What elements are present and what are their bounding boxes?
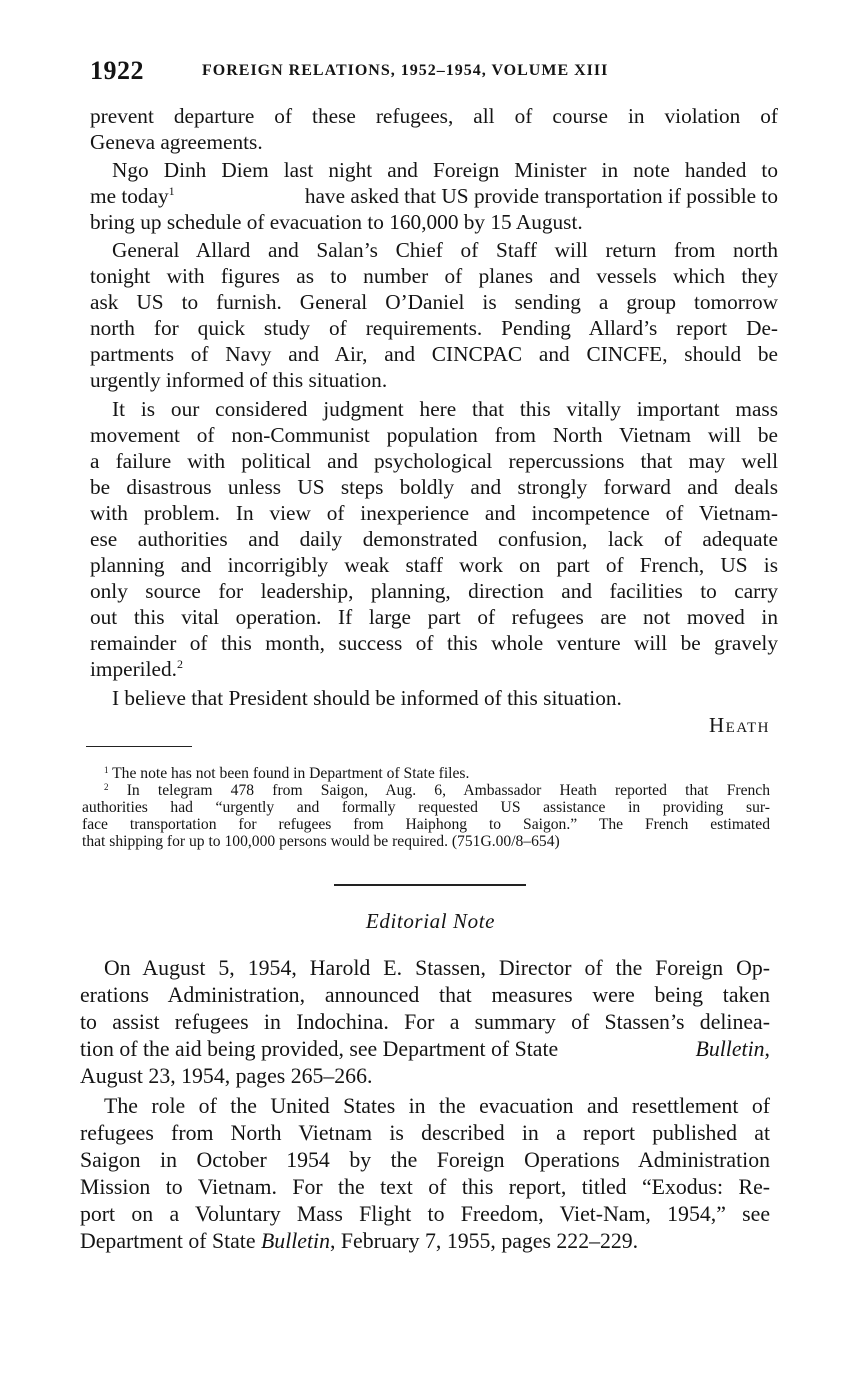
text-line: Ngo Dinh Diem last night and Foreign Minister in note handed to (112, 158, 778, 182)
text-line: partments of Navy and Air, and CINCPAC and CINCFE, should be (90, 342, 778, 366)
text-line: Mission to Vietnam. For the text of this report, titled “Exodus: Re- (80, 1175, 770, 1199)
text-line: urgently informed of this situation. (90, 368, 388, 392)
footnote-ref-2: 2 (176, 657, 183, 671)
text-line-with-italic (80, 1228, 638, 1255)
text-line-with-italic (80, 1036, 770, 1063)
text-line: refugees from North Vietnam is described in a report published at (80, 1121, 770, 1145)
section-divider (334, 884, 526, 886)
footnote-2-line: that shipping for up to 100,000 persons would be required. (751G.00/8–654) (82, 833, 560, 850)
signature: Heath (709, 713, 770, 737)
footnote-2-line (104, 782, 770, 799)
text-line-with-footnote (90, 183, 778, 209)
text-line: It is our considered judgment here that this vitally important mass (112, 397, 778, 421)
text-line: north for quick study of requirements. Pending Allard’s report De- (90, 316, 778, 340)
text-line: Saigon in October 1954 by the Foreign Operations Administration (80, 1148, 770, 1172)
page-number: 1922 (90, 56, 144, 85)
footnote-text: In telegram 478 from Saigon, Aug. 6, Ambassador Heath reported that French (126, 782, 771, 799)
publication-title: Bulletin (695, 1037, 765, 1061)
editorial-note-title: Editorial Note (365, 909, 496, 933)
footnote-1 (104, 765, 469, 782)
text-line: only source for leadership, planning, direction and facilities to carry (90, 579, 778, 603)
text-line-with-footnote (90, 656, 183, 682)
text-line: Geneva agreements. (90, 130, 263, 154)
text-line: I believe that President should be informed of this situation. (112, 686, 622, 710)
footnote-text: The note has not been found in Department of State files. (112, 765, 470, 782)
text-line: a failure with political and psychological repercussions that may well (90, 449, 778, 473)
text-line: with problem. In view of inexperience and incompetence of Vietnam- (90, 501, 778, 525)
text-fragment: Department of State (80, 1229, 261, 1253)
text-fragment: me today$^1$ (90, 184, 175, 208)
footnote-2-line: authorities had “urgently and formally requested US assistance in providing sur- (82, 799, 770, 816)
text-line: ask US to furnish. General O’Daniel is sending a group tomorrow (90, 290, 778, 314)
footnote-ref-1: 1 (168, 184, 175, 198)
text-line: out this vital operation. If large part of refugees are not moved in (90, 605, 778, 629)
text-line: be disastrous unless US steps boldly and strongly forward and deals (90, 475, 778, 499)
text-line: erations Administration, announced that measures were being taken (80, 983, 770, 1007)
footnote-marker: 2 (104, 782, 109, 792)
text-line: to assist refugees in Indochina. For a summary of Stassen’s delinea- (80, 1010, 770, 1034)
text-fragment: Bulletin, (695, 1037, 770, 1061)
publication-title: Bulletin (260, 1229, 330, 1253)
footnote-divider (86, 746, 192, 747)
footnote-2-line: face transportation for refugees from Haiphong to Saigon.” The French estimated (82, 816, 770, 833)
footnote-marker: 1 (104, 765, 109, 775)
text-fragment: have asked that US provide transportation if possible to (299, 184, 778, 208)
text-line: movement of non-Communist population from North Vietnam will be (90, 423, 778, 447)
text-line: planning and incorrigibly weak staff work on part of French, US is (90, 553, 778, 577)
text-line: ese authorities and daily demonstrated confusion, lack of adequate (90, 527, 778, 551)
text-line: On August 5, 1954, Harold E. Stassen, Director of the Foreign Op- (104, 956, 770, 980)
text-line: August 23, 1954, pages 265–266. (80, 1064, 373, 1088)
text-fragment: imperiled. (90, 657, 177, 681)
text-line: tonight with figures as to number of planes and vessels which they (90, 264, 778, 288)
text-line: prevent departure of these refugees, all of course in violation of (90, 104, 778, 128)
page-header (90, 56, 780, 86)
text-line: bring up schedule of evacuation to 160,000 by 15 August. (90, 210, 583, 234)
text-line: The role of the United States in the evacuation and resettlement of (104, 1094, 770, 1118)
running-title: FOREIGN RELATIONS, 1952–1954, VOLUME XIII (202, 62, 609, 79)
text-line: port on a Voluntary Mass Flight to Freedom, Viet-Nam, 1954,” see (80, 1202, 770, 1226)
text-fragment: tion of the aid being provided, see Department of State (80, 1037, 564, 1061)
text-fragment: , February 7, 1955, pages 222–229. (330, 1229, 639, 1253)
text-line: General Allard and Salan’s Chief of Staff will return from north (112, 238, 778, 262)
text-line: remainder of this month, success of this whole venture will be gravely (90, 631, 778, 655)
